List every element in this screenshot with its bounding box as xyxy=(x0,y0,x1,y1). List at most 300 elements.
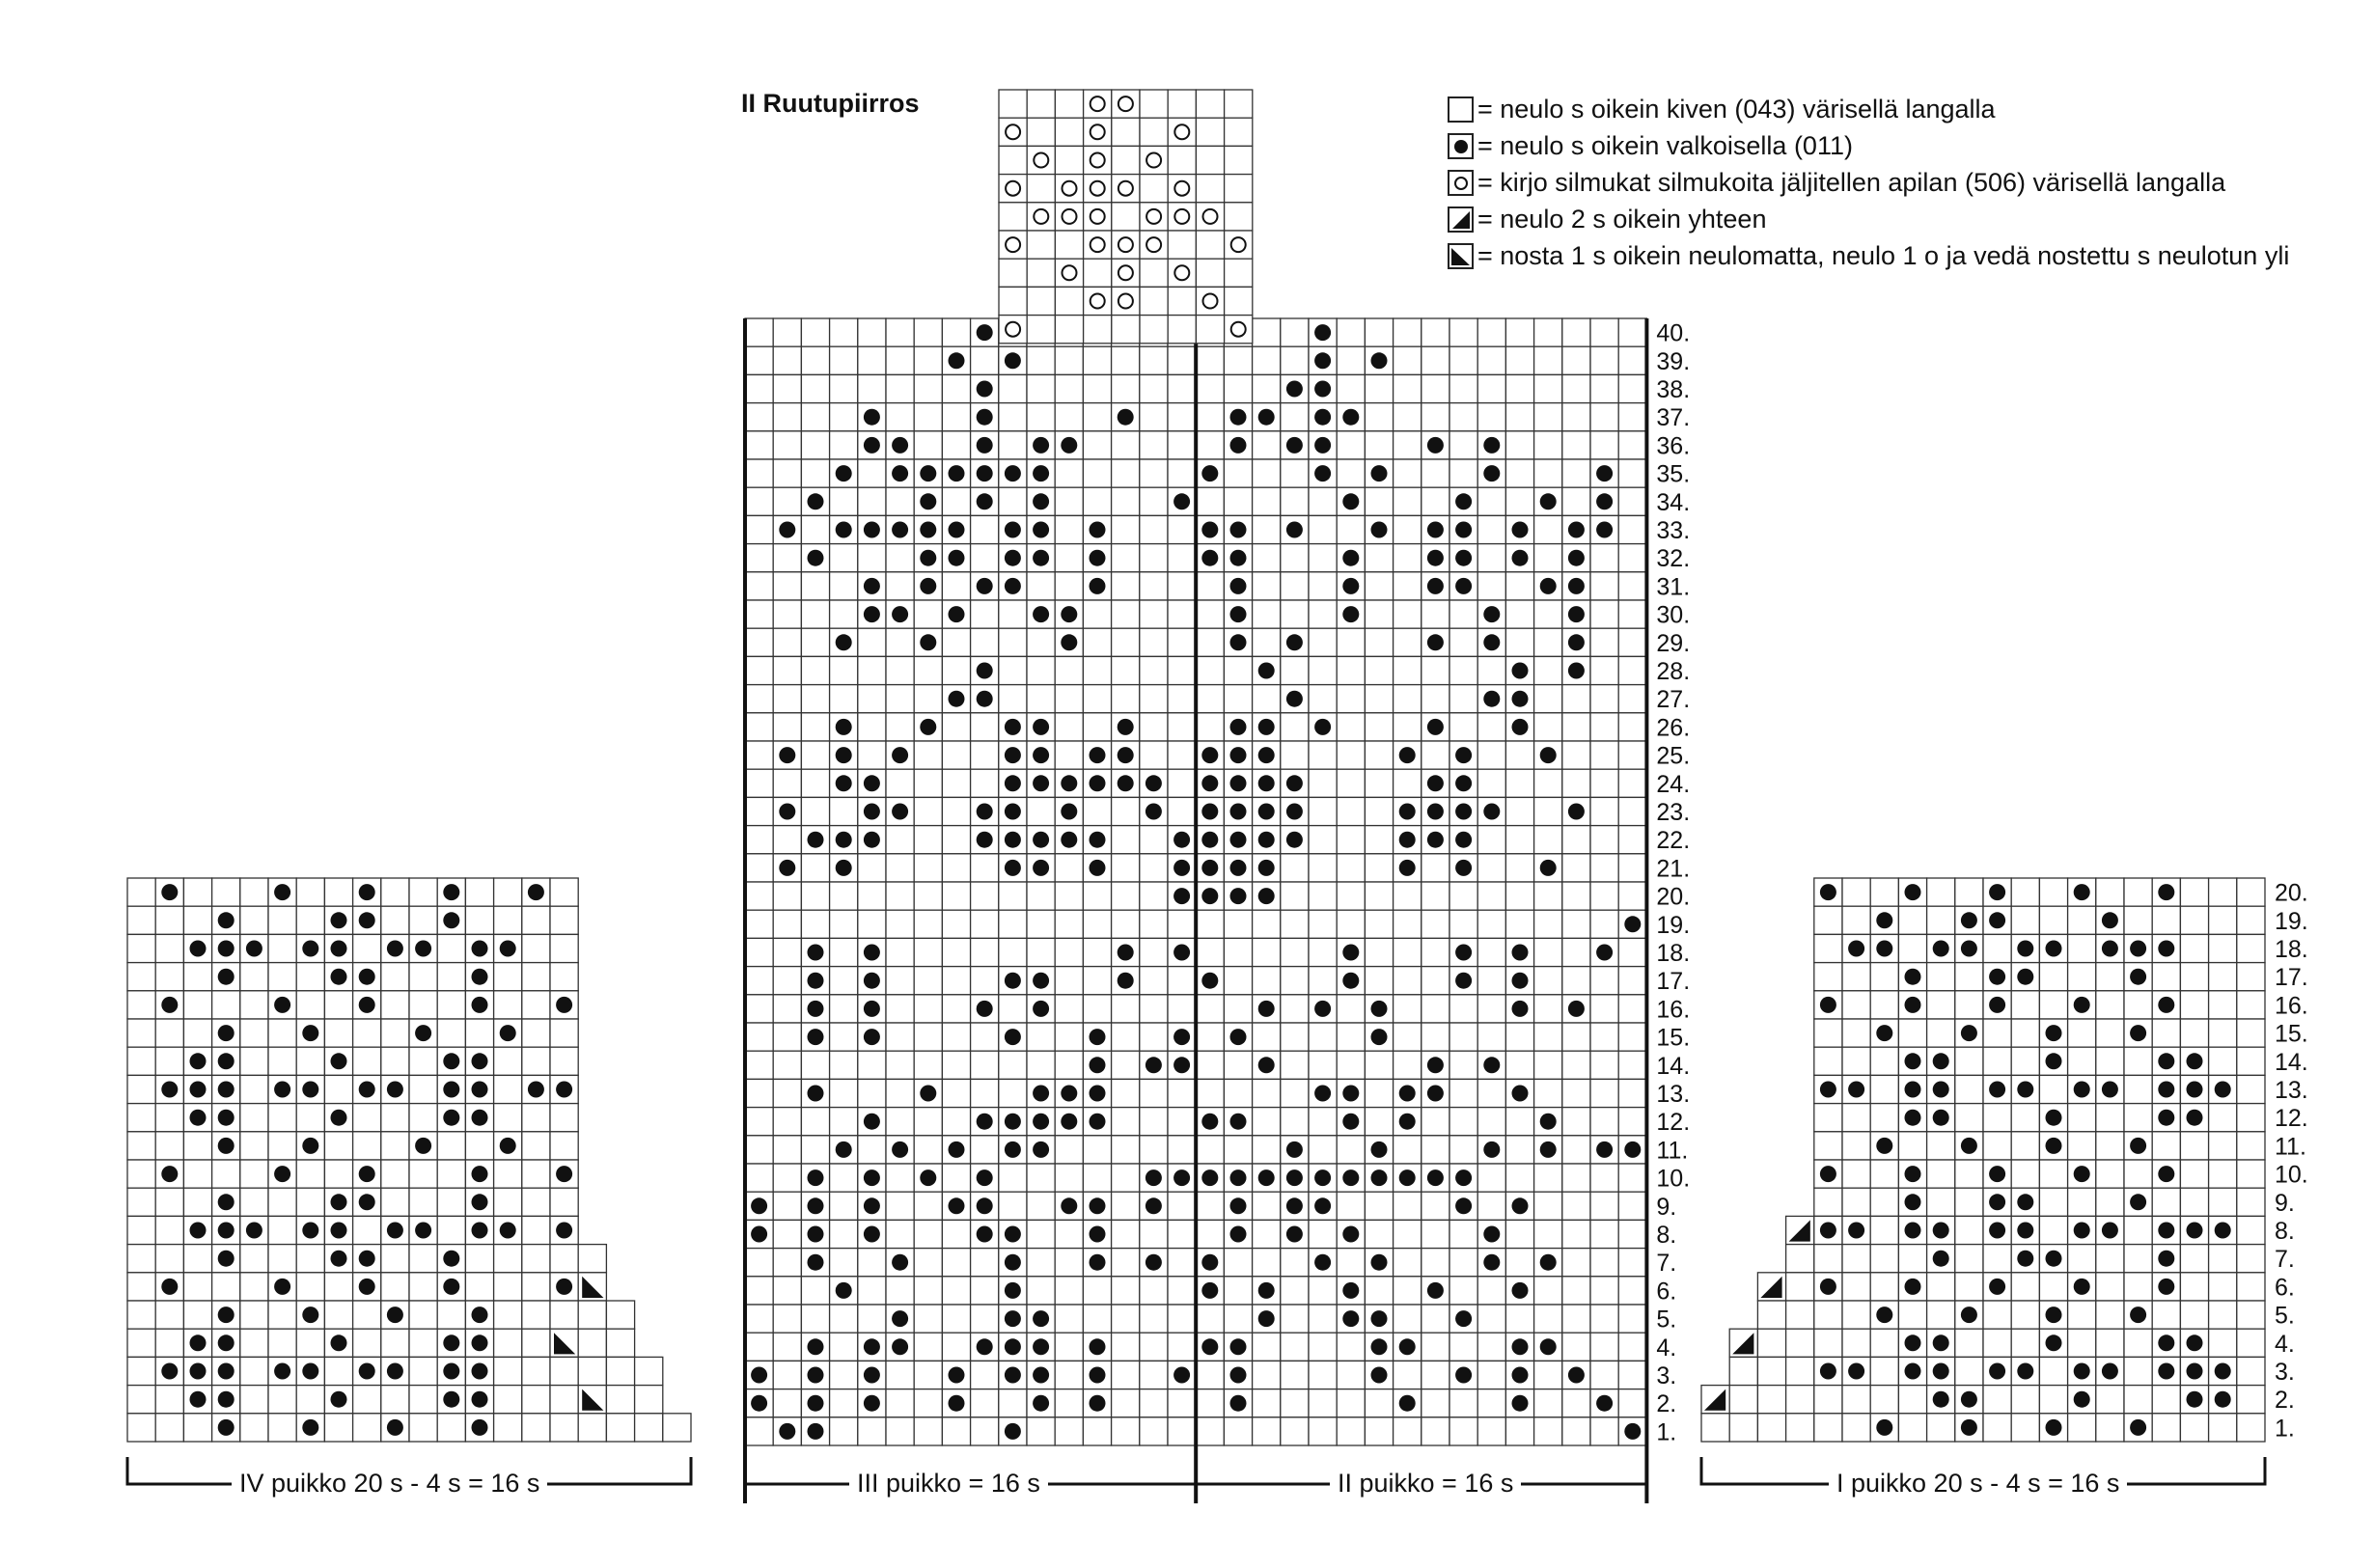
main-chart-cell xyxy=(1112,628,1140,656)
main-chart-cell xyxy=(1590,1305,1618,1333)
filled-dot-mark xyxy=(359,1279,375,1295)
main-chart-cell xyxy=(830,403,858,431)
main-chart-cell xyxy=(914,656,942,684)
filled-dot-mark xyxy=(1455,747,1472,763)
main-chart-cell xyxy=(999,403,1027,431)
row-number-label: 21. xyxy=(1656,855,1691,883)
left-chart-cell xyxy=(155,934,183,962)
left-chart-cell xyxy=(353,1329,381,1357)
left-chart-cell xyxy=(494,991,522,1019)
filled-dot-mark xyxy=(472,1223,488,1239)
filled-dot-mark xyxy=(808,1001,824,1017)
left-chart-cell xyxy=(324,1357,352,1385)
top-motif-cell xyxy=(1112,316,1140,344)
main-chart-cell xyxy=(1590,1164,1618,1192)
filled-dot-mark xyxy=(1033,465,1049,481)
filled-dot-mark xyxy=(808,1029,824,1045)
main-chart-cell xyxy=(1253,1136,1281,1164)
main-chart-cell xyxy=(1422,741,1449,769)
main-chart-cell xyxy=(1534,628,1562,656)
left-chart-cell xyxy=(155,1216,183,1244)
filled-dot-mark xyxy=(1568,1001,1585,1017)
main-chart-cell xyxy=(1337,628,1365,656)
main-chart-cell xyxy=(1337,459,1365,487)
main-chart-cell xyxy=(745,938,773,966)
row-number-label: 28. xyxy=(1656,658,1691,685)
right-chart-cell xyxy=(2011,1160,2039,1188)
left-chart-cell xyxy=(353,1047,381,1075)
main-chart-cell xyxy=(1253,346,1281,374)
filled-dot-mark xyxy=(1399,832,1416,848)
main-chart-cell xyxy=(914,854,942,882)
main-chart-cell xyxy=(1422,1305,1449,1333)
filled-dot-mark xyxy=(302,1025,318,1041)
right-chart-cell xyxy=(2124,1329,2152,1357)
main-chart-cell xyxy=(1590,374,1618,402)
main-chart-cell xyxy=(1449,910,1477,938)
filled-dot-mark xyxy=(472,1391,488,1408)
main-chart-cell xyxy=(1337,1192,1365,1220)
left-chart-cell xyxy=(606,1329,634,1357)
main-chart-cell xyxy=(1083,346,1111,374)
main-chart-cell xyxy=(1394,1051,1422,1079)
filled-dot-mark xyxy=(1118,775,1134,791)
right-chart-cell xyxy=(2237,1414,2265,1442)
filled-dot-mark xyxy=(1483,634,1500,650)
right-chart-cell xyxy=(2152,1386,2180,1414)
main-chart-cell xyxy=(971,854,999,882)
filled-dot-mark xyxy=(1033,973,1049,989)
main-chart-cell xyxy=(1140,1361,1168,1389)
main-chart-cell xyxy=(1590,600,1618,628)
main-chart-cell xyxy=(942,1249,970,1277)
filled-dot-mark xyxy=(977,381,993,398)
filled-dot-mark xyxy=(1090,747,1106,763)
main-chart-cell xyxy=(1055,967,1083,995)
filled-dot-mark xyxy=(443,1053,459,1069)
main-chart-cell xyxy=(1027,1051,1055,1079)
filled-dot-mark xyxy=(836,860,852,876)
main-chart-cell xyxy=(1224,1136,1252,1164)
filled-dot-mark xyxy=(1876,1307,1892,1323)
main-chart-cell xyxy=(1505,1220,1533,1248)
filled-dot-mark xyxy=(836,1282,852,1299)
main-chart-cell xyxy=(1394,374,1422,402)
filled-dot-mark xyxy=(2215,1223,2231,1239)
left-chart-cell xyxy=(409,991,437,1019)
main-chart-cell xyxy=(1477,487,1505,515)
main-chart-cell xyxy=(1394,318,1422,346)
row-number-label: 10. xyxy=(1656,1165,1691,1193)
right-chart-cell xyxy=(2011,1414,2039,1442)
main-chart-cell xyxy=(1562,1079,1590,1107)
filled-dot-mark xyxy=(1512,691,1529,707)
filled-dot-mark xyxy=(1314,381,1331,398)
main-chart-cell xyxy=(914,1249,942,1277)
row-number-label: 37. xyxy=(1656,404,1691,432)
main-chart-cell xyxy=(1196,346,1224,374)
filled-dot-mark xyxy=(443,1363,459,1380)
right-chart-cell xyxy=(1898,1301,1926,1329)
filled-dot-mark xyxy=(920,634,936,650)
main-chart-cell xyxy=(745,459,773,487)
main-chart-cell xyxy=(1196,600,1224,628)
top-motif-cell xyxy=(1027,259,1055,287)
main-chart-cell xyxy=(914,797,942,825)
right-chart-cell xyxy=(2237,1273,2265,1301)
filled-dot-mark xyxy=(808,973,824,989)
open-circle-mark xyxy=(1034,209,1048,224)
filled-dot-mark xyxy=(1258,888,1275,904)
main-chart-cell xyxy=(1394,431,1422,459)
main-chart-cell xyxy=(1394,938,1422,966)
main-chart-cell xyxy=(1112,1249,1140,1277)
main-chart-cell xyxy=(971,628,999,656)
filled-dot-mark xyxy=(528,1082,544,1098)
filled-dot-mark xyxy=(1201,1114,1218,1130)
filled-dot-mark xyxy=(274,1082,290,1098)
main-chart-cell xyxy=(1281,854,1309,882)
main-chart-cell xyxy=(1618,713,1646,741)
filled-dot-mark xyxy=(1090,1254,1106,1271)
main-chart-cell xyxy=(1562,1164,1590,1192)
filled-dot-mark xyxy=(1989,1223,2005,1239)
main-chart-cell xyxy=(1365,1051,1393,1079)
filled-dot-mark xyxy=(1033,719,1049,735)
left-chart-cell xyxy=(240,1301,268,1329)
right-chart-cell xyxy=(1983,1414,2011,1442)
main-chart-cell xyxy=(1083,1164,1111,1192)
left-chart-cell xyxy=(409,1075,437,1103)
main-chart-cell xyxy=(1449,346,1477,374)
filled-dot-mark xyxy=(1005,1338,1021,1355)
filled-dot-mark xyxy=(949,1367,965,1384)
right-chart-cell xyxy=(1814,1019,1842,1047)
main-chart-cell xyxy=(1422,967,1449,995)
main-chart-cell xyxy=(1618,572,1646,600)
filled-dot-mark xyxy=(2046,1110,2062,1126)
main-chart-cell xyxy=(1196,656,1224,684)
filled-dot-mark xyxy=(1173,1057,1190,1073)
main-chart-cell xyxy=(1422,346,1449,374)
filled-dot-mark xyxy=(331,1223,347,1239)
right-chart-cell xyxy=(2180,991,2208,1019)
left-chart-cell xyxy=(381,1019,409,1047)
filled-dot-mark xyxy=(2130,1307,2146,1323)
filled-dot-mark xyxy=(1090,578,1106,594)
right-chart-cell xyxy=(1729,1357,1757,1385)
main-chart-cell xyxy=(1027,1023,1055,1051)
filled-dot-mark xyxy=(387,1419,403,1436)
main-chart-cell xyxy=(971,967,999,995)
main-chart-cell xyxy=(745,854,773,882)
main-chart-cell xyxy=(1112,600,1140,628)
left-chart-cell xyxy=(522,1216,550,1244)
main-chart-cell xyxy=(1337,1136,1365,1164)
left-chart-cell xyxy=(465,1019,493,1047)
filled-dot-mark xyxy=(1455,1310,1472,1327)
right-chart-cell xyxy=(2209,1160,2237,1188)
filled-dot-mark xyxy=(1173,945,1190,961)
open-circle-mark xyxy=(1006,124,1020,139)
main-chart-cell xyxy=(1027,910,1055,938)
filled-dot-mark xyxy=(1146,1197,1162,1214)
filled-dot-mark xyxy=(1090,1029,1106,1045)
filled-dot-mark xyxy=(1371,1029,1388,1045)
row-number-label: 1. xyxy=(1656,1418,1677,1446)
main-chart-cell xyxy=(1618,1277,1646,1305)
main-chart-cell xyxy=(773,572,801,600)
filled-dot-mark xyxy=(1258,1057,1275,1073)
filled-dot-mark xyxy=(1820,1082,1836,1098)
main-chart-cell xyxy=(886,1361,914,1389)
right-chart-cell xyxy=(1814,1414,1842,1442)
main-chart-cell xyxy=(1449,1249,1477,1277)
main-chart-cell xyxy=(1196,487,1224,515)
main-chart-cell xyxy=(1140,910,1168,938)
left-chart-cell xyxy=(127,1357,155,1385)
right-chart-cell xyxy=(1983,1132,2011,1160)
main-chart-cell xyxy=(1590,431,1618,459)
right-chart-cell xyxy=(2096,1301,2124,1329)
left-chart-cell xyxy=(268,1188,296,1216)
row-number-label: 4. xyxy=(2275,1330,2295,1358)
main-chart-cell xyxy=(914,1305,942,1333)
main-chart-cell xyxy=(1309,1305,1337,1333)
filled-dot-mark xyxy=(808,945,824,961)
right-chart-cell xyxy=(1870,1216,1898,1244)
filled-dot-mark xyxy=(892,1310,908,1327)
right-chart-cell xyxy=(2180,1188,2208,1216)
open-circle-mark xyxy=(1203,294,1218,309)
left-chart-cell xyxy=(494,1414,522,1442)
main-chart-cell xyxy=(1365,741,1393,769)
filled-dot-mark xyxy=(751,1367,767,1384)
main-chart-cell xyxy=(1505,1249,1533,1277)
main-chart-cell xyxy=(1112,1051,1140,1079)
filled-dot-mark xyxy=(1342,606,1359,622)
filled-dot-mark xyxy=(1286,522,1303,538)
filled-dot-mark xyxy=(1230,1367,1247,1384)
main-chart-cell xyxy=(1196,374,1224,402)
filled-dot-mark xyxy=(2046,1251,2062,1267)
filled-dot-mark xyxy=(1201,550,1218,566)
main-chart-cell xyxy=(830,967,858,995)
filled-dot-mark xyxy=(1624,916,1641,932)
main-chart-cell xyxy=(773,1305,801,1333)
main-chart-cell xyxy=(773,1108,801,1136)
row-number-label: 4. xyxy=(1656,1334,1677,1362)
main-chart-cell xyxy=(1449,685,1477,713)
filled-dot-mark xyxy=(1596,465,1613,481)
top-motif-cell xyxy=(1196,146,1224,174)
main-chart-cell xyxy=(1562,1192,1590,1220)
filled-dot-mark xyxy=(1201,804,1218,820)
main-chart-cell xyxy=(1309,938,1337,966)
top-motif-cell xyxy=(1027,316,1055,344)
filled-dot-mark xyxy=(218,1334,235,1351)
filled-dot-mark xyxy=(1848,1363,1864,1380)
filled-dot-mark xyxy=(1399,804,1416,820)
right-chart-cell xyxy=(1983,1019,2011,1047)
right-chart-cell xyxy=(2124,906,2152,934)
open-circle-mark xyxy=(1090,209,1105,224)
filled-dot-mark xyxy=(1230,775,1247,791)
right-chart-cell xyxy=(1955,1216,1983,1244)
main-chart-cell xyxy=(1309,826,1337,854)
filled-dot-mark xyxy=(1568,578,1585,594)
right-chart-cell xyxy=(1814,963,1842,991)
main-chart-cell xyxy=(971,1361,999,1389)
filled-dot-mark xyxy=(2158,1053,2174,1069)
filled-dot-mark xyxy=(331,1110,347,1126)
filled-dot-mark xyxy=(1820,1223,1836,1239)
main-chart-cell xyxy=(1477,1389,1505,1417)
filled-dot-mark xyxy=(1455,578,1472,594)
main-chart-cell xyxy=(1140,741,1168,769)
filled-dot-mark xyxy=(2158,1166,2174,1182)
main-chart-cell xyxy=(1281,318,1309,346)
main-chart-cell xyxy=(801,1108,829,1136)
main-chart-cell xyxy=(1422,1389,1449,1417)
filled-dot-mark xyxy=(1033,1086,1049,1102)
filled-dot-mark xyxy=(359,1166,375,1182)
main-chart-cell xyxy=(914,1389,942,1417)
main-chart-cell xyxy=(1365,1108,1393,1136)
filled-dot-mark xyxy=(1173,888,1190,904)
open-circle-mark xyxy=(1146,209,1161,224)
filled-dot-mark xyxy=(1314,324,1331,341)
main-chart-cell xyxy=(773,713,801,741)
filled-dot-mark xyxy=(1342,1086,1359,1102)
main-chart-cell xyxy=(1083,656,1111,684)
filled-dot-mark xyxy=(920,493,936,509)
main-chart-cell xyxy=(886,1389,914,1417)
filled-dot-mark xyxy=(1342,1310,1359,1327)
main-chart-cell xyxy=(773,628,801,656)
main-chart-cell xyxy=(1168,910,1196,938)
main-chart-cell xyxy=(1477,769,1505,797)
right-chart-cell xyxy=(1955,1245,1983,1273)
main-chart-cell xyxy=(1618,797,1646,825)
main-chart-cell xyxy=(999,685,1027,713)
filled-dot-mark xyxy=(1905,1223,1921,1239)
main-chart-cell xyxy=(745,544,773,572)
main-chart-cell xyxy=(1590,967,1618,995)
main-chart-cell xyxy=(1562,1333,1590,1361)
main-chart-cell xyxy=(1140,374,1168,402)
filled-dot-mark xyxy=(2130,1194,2146,1210)
right-chart-cell xyxy=(1814,1104,1842,1132)
main-chart-cell xyxy=(942,882,970,910)
filled-dot-mark xyxy=(218,1307,235,1323)
main-chart-cell xyxy=(773,431,801,459)
left-chart-cell xyxy=(381,1273,409,1301)
filled-dot-mark xyxy=(331,1391,347,1408)
main-chart-cell xyxy=(1168,769,1196,797)
main-chart-cell xyxy=(1477,318,1505,346)
main-chart-cell xyxy=(1140,1220,1168,1248)
filled-dot-mark xyxy=(864,1367,880,1384)
main-chart-cell xyxy=(914,431,942,459)
left-chart-cell xyxy=(550,1386,578,1414)
main-chart-cell xyxy=(830,882,858,910)
main-chart-cell xyxy=(1394,346,1422,374)
right-chart-cell xyxy=(2237,1357,2265,1385)
main-chart-cell xyxy=(830,487,858,515)
left-chart-cell xyxy=(550,934,578,962)
main-chart-cell xyxy=(1196,1192,1224,1220)
right-chart-cell xyxy=(2180,1301,2208,1329)
main-chart-cell xyxy=(1422,938,1449,966)
main-chart-cell xyxy=(971,1277,999,1305)
filled-dot-mark xyxy=(2074,1082,2090,1098)
right-chart-cell xyxy=(2011,1386,2039,1414)
needle-iv-caption: IV puikko 20 s - 4 s = 16 s xyxy=(232,1469,547,1499)
main-chart-cell xyxy=(886,628,914,656)
right-chart-cell xyxy=(2237,1019,2265,1047)
main-chart-cell xyxy=(1562,1108,1590,1136)
top-motif-cell xyxy=(1196,316,1224,344)
right-chart-cell xyxy=(1842,1019,1870,1047)
main-chart-cell xyxy=(1140,403,1168,431)
right-chart-cell xyxy=(1955,1188,1983,1216)
main-chart-cell xyxy=(1590,1333,1618,1361)
filled-dot-mark xyxy=(1033,1001,1049,1017)
filled-dot-mark xyxy=(1512,1395,1529,1412)
main-chart-cell xyxy=(1394,628,1422,656)
filled-dot-mark xyxy=(1230,1226,1247,1243)
main-chart-cell xyxy=(914,1108,942,1136)
main-chart-cell xyxy=(971,882,999,910)
main-chart-cell xyxy=(1477,1277,1505,1305)
filled-dot-mark xyxy=(977,663,993,679)
filled-dot-mark xyxy=(331,941,347,957)
main-chart-cell xyxy=(1477,826,1505,854)
filled-dot-mark xyxy=(808,1226,824,1243)
left-chart-cell xyxy=(324,1301,352,1329)
filled-dot-mark xyxy=(1201,465,1218,481)
right-chart-cell xyxy=(2180,906,2208,934)
main-chart-cell xyxy=(773,910,801,938)
filled-dot-mark xyxy=(2158,1363,2174,1380)
legend-text: = neulo s oikein kiven (043) värisellä langalla xyxy=(1477,94,1996,124)
left-chart-cell xyxy=(437,1414,465,1442)
main-chart-cell xyxy=(886,685,914,713)
main-chart-cell xyxy=(830,318,858,346)
top-motif-cell xyxy=(1225,259,1253,287)
main-chart-cell xyxy=(1449,1051,1477,1079)
main-chart-cell xyxy=(858,318,886,346)
right-chart-cell xyxy=(1955,878,1983,906)
filled-dot-mark xyxy=(1118,945,1134,961)
filled-dot-mark xyxy=(1905,969,1921,985)
filled-dot-mark xyxy=(1427,1057,1444,1073)
left-chart-cell xyxy=(381,1386,409,1414)
filled-dot-mark xyxy=(1342,945,1359,961)
right-chart-cell xyxy=(1870,1160,1898,1188)
left-chart-cell xyxy=(155,1019,183,1047)
right-chart-cell xyxy=(2180,1160,2208,1188)
top-motif-cell xyxy=(1225,90,1253,118)
row-number-label: 9. xyxy=(2275,1189,2295,1217)
open-circle-mark xyxy=(1118,96,1133,111)
filled-dot-mark xyxy=(1399,860,1416,876)
main-chart-cell xyxy=(1534,1192,1562,1220)
main-chart-cell xyxy=(801,910,829,938)
right-chart-cell xyxy=(1955,1047,1983,1075)
main-chart-cell xyxy=(858,656,886,684)
